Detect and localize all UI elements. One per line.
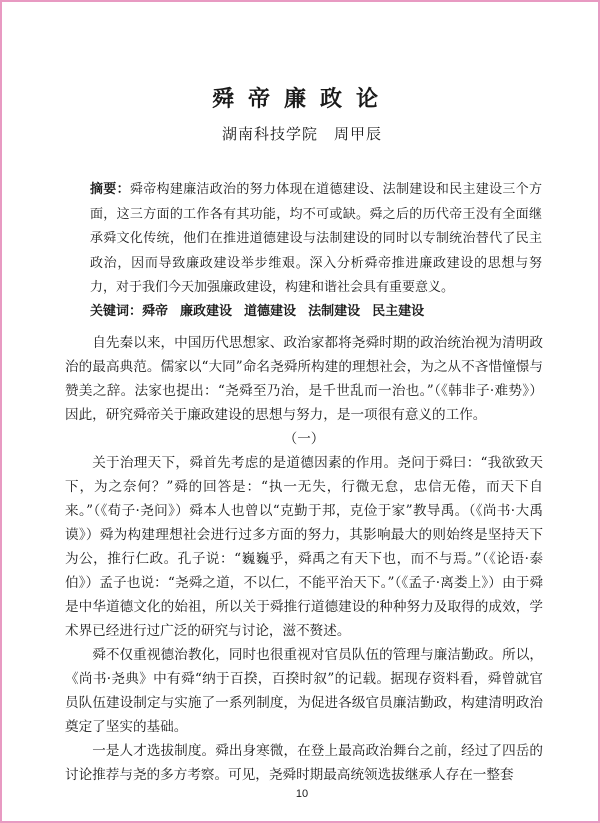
keyword: 民主建设 bbox=[372, 304, 425, 319]
keywords-label: 关键词： bbox=[90, 304, 143, 319]
page-number: 10 bbox=[295, 788, 309, 800]
abstract-text: 舜帝构建廉洁政治的努力体现在道德建设、法制建设和民主建设三个方面，这三方面的工作各有其功能，均不可或缺。舜之后的历代帝王没有全面继承舜文化传统，他们在推进道德建设与法制建设的同时以专制统治替代了民主政治，因而导致廉政建设举步维艰。深入分析舜帝推进廉政建设的思想与努力，对于我们今天加强廉政建设，构建和谐社会具有重要意义。 bbox=[90, 182, 542, 295]
keyword: 道德建设 bbox=[244, 304, 297, 319]
paragraph: 舜不仅重视德治教化，同时也很重视对官员队伍的管理与廉洁勤政。所以，《尚书·尧典》中有舜“纳于百揆，百揆时叙”的记载。据现存资料看，舜曾就官员队伍建设制定与实施了一系列制度，为促进各级官员廉洁勤政，构建清明政治奠定了坚实的基础。 bbox=[65, 647, 543, 735]
keyword: 舜帝 bbox=[142, 304, 169, 319]
keywords bbox=[90, 300, 542, 319]
author-line: 湖南科技学院 周甲辰 bbox=[221, 125, 382, 143]
section-heading: （一） bbox=[283, 431, 325, 447]
paragraph: 关于治理天下，舜首先考虑的是道德因素的作用。尧问于舜曰：“我欲致天下，为之奈何？”舜的回答是：“执一无失，行微无怠，忠信无倦，而天下自来。”（《荀子·尧问》）舜本人也曾以“克勤于邦，克俭于家”教导禹。（《尚书·大禹谟》）舜为构建理想社会进行过多方面的努力，其影响最大的则始终是坚持天下为公，推行仁政。孔子说：“巍巍乎，舜禹之有天下也，而不与焉。”（《论语·泰伯》）孟子也说：“尧舜之道，不以仁，不能平治天下。”（《孟子·离娄上》）由于舜是中华道德文化的始祖，所以关于舜推行道德建设的种种努力及取得的成效，学术界已经进行过广泛的研究与讨论，滋不赘述。 bbox=[65, 455, 543, 639]
keyword: 廉政建设 bbox=[180, 304, 233, 319]
abstract bbox=[90, 178, 542, 301]
article-body bbox=[65, 331, 543, 787]
paragraph: 一是人才选拔制度。舜出身寒微，在登上最高政治舞台之前，经过了四岳的讨论推荐与尧的多方考察。可见，尧舜时期最高统领选拔继承人存在一整套 bbox=[65, 743, 543, 783]
abstract-label: 摘要： bbox=[90, 182, 130, 197]
paragraph: 自先秦以来，中国历代思想家、政治家都将尧舜时期的政治统治视为清明政治的最高典范。儒家以“大同”命名尧舜所构建的理想社会，为之从不吝惜憧憬与赞美之辞。法家也提出：“尧舜至乃治，是千世乱而一治也。”（《韩非子·难势》）因此，研究舜帝关于廉政建设的思想与努力，是一项很有意义的工作。 bbox=[65, 335, 543, 423]
article-title: 舜帝廉政论 bbox=[211, 86, 392, 112]
keyword: 法制建设 bbox=[308, 304, 361, 319]
